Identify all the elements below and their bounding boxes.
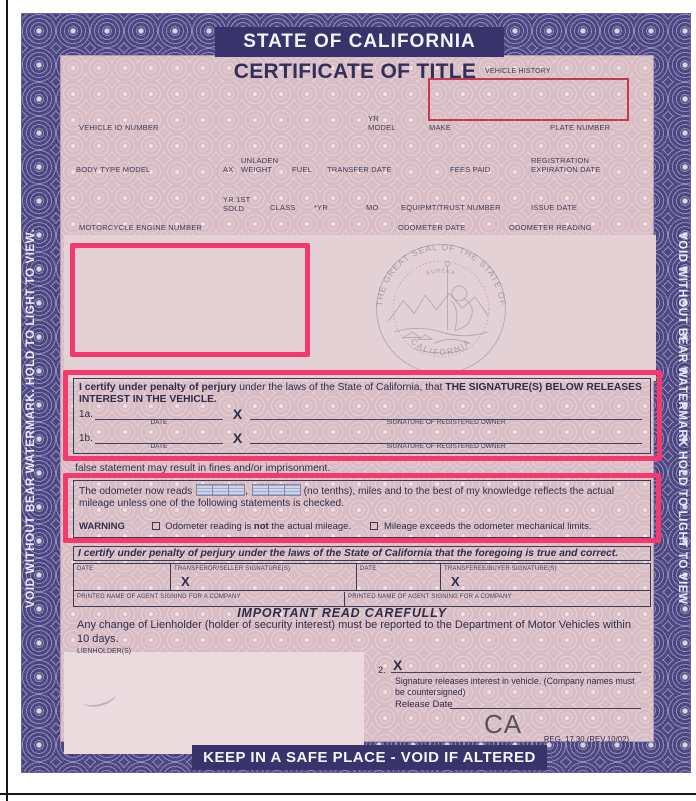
- release-date-line[interactable]: [450, 708, 641, 709]
- date-signature-line-1a[interactable]: DATE: [95, 406, 223, 420]
- field-label-yr-1st-sold: YR 1ST SOLD: [223, 195, 251, 213]
- field-label-star-yr: *YR: [314, 203, 328, 212]
- scan-edge-line-bottom: [0, 793, 696, 795]
- checkbox-not-actual-mileage[interactable]: [152, 522, 160, 530]
- annotation-box-registered-owner: [70, 243, 310, 357]
- lienholder-label: LIENHOLDER(S): [77, 648, 132, 655]
- field-label-ax: AX: [223, 165, 234, 174]
- release-certify-statement: I certify under penalty of perjury under the laws of the State of California, that THE SIGNATURE(S) BELOW RELEASES INTEREST IN THE VEHICLE.: [79, 382, 642, 405]
- field-label-issue-date: ISSUE DATE: [531, 203, 578, 212]
- item2-number: 2.: [378, 665, 386, 675]
- svg-text:CALIFORNIA: [409, 337, 473, 357]
- buyer-x-mark: X: [451, 574, 460, 589]
- certificate-document: [22, 14, 690, 772]
- field-label-fuel: FUEL: [292, 165, 312, 174]
- row-1a-number: 1a.: [79, 409, 93, 420]
- field-label-motorcycle-engine-number: MOTORCYCLE ENGINE NUMBER: [79, 223, 203, 232]
- field-label-transfer-date: TRANSFER DATE: [327, 165, 392, 174]
- watermark-warning-right: VOID WITHOUT BEAR WATERMARK HOLD TO LIGHT TO VIEW: [676, 231, 688, 605]
- field-label-mo: MO: [366, 203, 379, 212]
- important-body: Any change of Lienholder (holder of security interest) must be reported to the Department of Motor Vehicles within 10 days.: [77, 619, 631, 645]
- transfer-table-row-1: [74, 564, 650, 591]
- odometer-warning-row: WARNING Odometer reading is not the actual mileage. Mileage exceeds the odometer mechanical limits.: [79, 521, 592, 532]
- field-label-equipmt-trust-number: EQUIPMT/TRUST NUMBER: [401, 203, 501, 212]
- field-label-plate-number: PLATE NUMBER: [550, 123, 611, 132]
- field-label-fees-paid: FEES PAID: [450, 165, 491, 174]
- checkbox-exceeds-mechanical-limits[interactable]: [370, 522, 378, 530]
- field-label-unladen-weight: UNLADEN WEIGHT: [241, 156, 279, 174]
- item2-caption: Signature releases interest in vehicle. (Company names must be countersigned): [395, 676, 635, 697]
- owner-signature-line-1a[interactable]: SIGNATURE OF REGISTERED OWNER: [250, 406, 642, 420]
- odometer-digit-boxes-units[interactable]: [252, 484, 300, 496]
- svg-text:EUREKA: [426, 268, 456, 277]
- signature-row-1a: [79, 406, 642, 426]
- keep-safe-banner: KEEP IN A SAFE PLACE - VOID IF ALTERED: [192, 745, 547, 770]
- owner-signature-line-1b[interactable]: SIGNATURE OF REGISTERED OWNER: [250, 430, 642, 444]
- vehicle-history-box: [428, 78, 629, 121]
- scan-edge-line-left: [6, 0, 8, 801]
- important-heading: IMPORTANT READ CAREFULLY: [237, 606, 447, 620]
- row-1b-number: 1b.: [79, 433, 93, 444]
- penalty-note: false statement may result in fines and/or imprisonment.: [75, 463, 331, 474]
- vehicle-history-label: VEHICLE HISTORY: [485, 68, 551, 75]
- warning-label: WARNING: [79, 521, 125, 532]
- field-label-class: CLASS: [270, 203, 296, 212]
- field-label-make: MAKE: [429, 123, 452, 132]
- document-title: CERTIFICATE OF TITLE: [233, 60, 477, 83]
- seal-bottom-text: CALIFORNIA: [408, 337, 474, 358]
- state-banner: STATE OF CALIFORNIA: [215, 27, 504, 57]
- odometer-digit-boxes-thousands[interactable]: [196, 484, 244, 496]
- state-code-mark: CA: [484, 709, 523, 739]
- buyer-date-cell[interactable]: DATE: [357, 564, 441, 590]
- svg-text:THE GREAT SEAL OF THE STATE OF: [374, 242, 508, 307]
- buyer-agent-name-cell[interactable]: PRINTED NAME OF AGENT SIGNING FOR A COMPANY: [348, 594, 512, 600]
- transfer-table-row-2: [74, 592, 650, 606]
- field-label-body-type-model: BODY TYPE MODEL: [76, 165, 151, 174]
- lienholder-signature-line[interactable]: [391, 672, 641, 673]
- watermark-warning-left: VOID WITHOUT BEAR WATERMARK. HOLD TO LIGHT TO VIEW.: [25, 228, 37, 608]
- seller-x-mark: X: [181, 574, 190, 589]
- seal-motto-text: EUREKA: [425, 268, 457, 277]
- great-seal-of-california: [372, 240, 510, 378]
- foregoing-certify-statement: I certify under penalty of perjury under the laws of the State of California that the foregoing is true and correct.: [73, 546, 651, 561]
- field-label-odometer-date: ODOMETER DATE: [398, 223, 466, 232]
- redacted-lienholder-area: [64, 652, 364, 754]
- buyer-signature-cell[interactable]: TRANSFEREE/BUYER SIGNATURE(S) X: [444, 566, 557, 589]
- odometer-statement: The odometer now reads , (no tenths), miles and to the best of my knowledge reflects the actual mileage unless one of the following statements is checked.: [79, 486, 614, 509]
- seller-agent-name-cell[interactable]: PRINTED NAME OF AGENT SIGNING FOR A COMPANY: [74, 592, 345, 606]
- odometer-section: [73, 480, 651, 538]
- form-number: REG. 17.30 (REV.10/02): [543, 735, 629, 744]
- seller-signature-cell[interactable]: TRANSFEROR/SELLER SIGNATURE(S) X: [171, 564, 357, 590]
- field-label-vehicle-id-number: VEHICLE ID NUMBER: [79, 123, 159, 132]
- seller-date-cell[interactable]: DATE: [74, 564, 171, 590]
- x-mark-1b: X: [232, 430, 243, 446]
- date-signature-line-1b[interactable]: DATE: [95, 430, 223, 444]
- signature-row-1b: [79, 430, 642, 450]
- field-label-odometer-reading: ODOMETER READING: [509, 223, 592, 232]
- release-date-label: Release Date: [395, 699, 453, 710]
- field-label-yr-model: YR MODEL: [368, 114, 396, 132]
- transfer-signature-table: [73, 563, 651, 607]
- x-mark-1a: X: [232, 406, 243, 422]
- seal-top-text: THE GREAT SEAL OF THE STATE OF: [374, 242, 508, 307]
- field-label-registration-expiration-date: REGISTRATION EXPIRATION DATE: [531, 156, 601, 174]
- item2-x-mark: X: [393, 657, 403, 673]
- release-interest-section: [73, 378, 651, 454]
